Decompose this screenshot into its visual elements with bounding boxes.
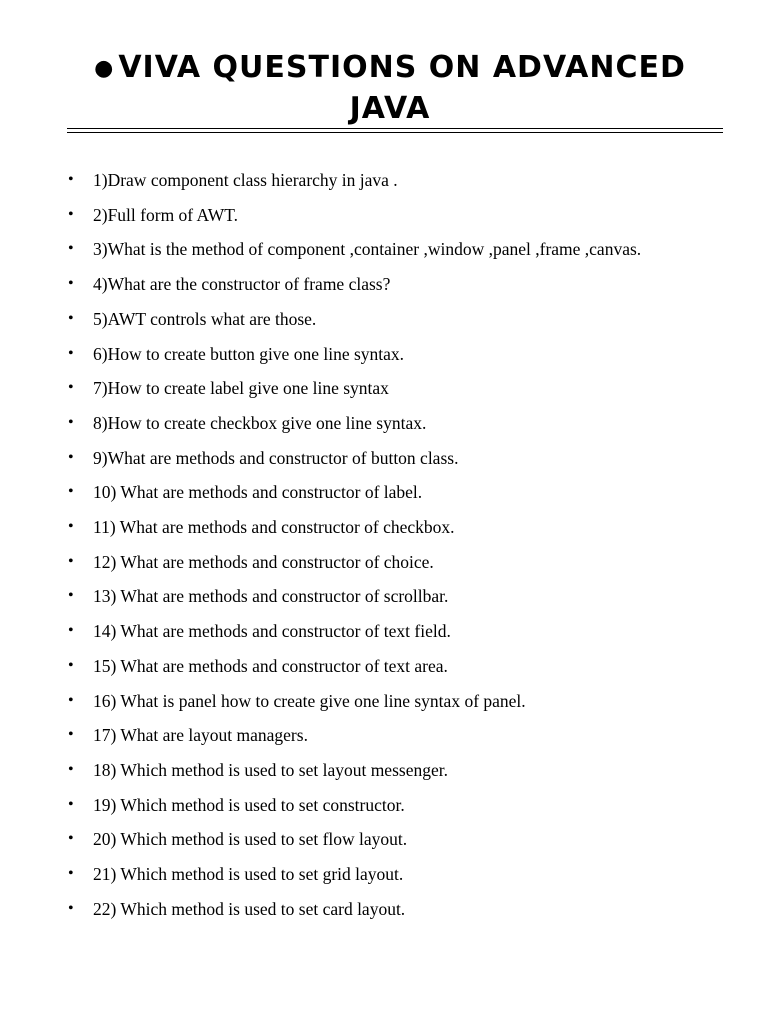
page-title	[60, 48, 720, 129]
bullet-icon: •	[68, 240, 74, 258]
question-item	[68, 302, 721, 337]
question-text: 10) What are methods and constructor of label.	[93, 482, 423, 503]
question-item	[68, 857, 721, 892]
question-text: 16) What is panel how to create give one line syntax of panel.	[93, 690, 526, 711]
bullet-icon: •	[68, 413, 74, 431]
question-item	[68, 753, 721, 788]
bullet-icon: •	[68, 344, 74, 362]
question-text: 12) What are methods and constructor of choice.	[93, 551, 434, 572]
question-item	[68, 198, 721, 233]
bullet-icon: •	[68, 656, 74, 674]
question-text: 21) Which method is used to set grid layout.	[93, 864, 404, 885]
question-text: 20) Which method is used to set flow layout.	[93, 829, 408, 850]
question-text: 15) What are methods and constructor of text area.	[93, 655, 448, 676]
bullet-icon: •	[68, 379, 74, 397]
bullet-icon: •	[68, 518, 74, 536]
question-text: 19) Which method is used to set constructor.	[93, 794, 405, 815]
question-item	[68, 892, 721, 927]
bullet-icon: •	[68, 552, 74, 570]
question-list	[68, 163, 721, 926]
bullet-icon: •	[68, 587, 74, 605]
bullet-icon: •	[68, 448, 74, 466]
bullet-icon: •	[68, 483, 74, 501]
question-text: 18) Which method is used to set layout messenger.	[93, 759, 448, 780]
bullet-icon: •	[68, 760, 74, 778]
title-divider-bottom	[67, 132, 723, 133]
bullet-icon: •	[68, 691, 74, 709]
question-text: 8)How to create checkbox give one line syntax.	[93, 412, 427, 433]
question-text: 7)How to create label give one line syntax	[93, 378, 389, 399]
bullet-icon: •	[68, 726, 74, 744]
question-item	[68, 475, 721, 510]
question-item	[68, 510, 721, 545]
title-line-2: JAVA	[349, 90, 431, 126]
question-text: 1)Draw component class hierarchy in java .	[93, 170, 398, 190]
question-text: 5)AWT controls what are those.	[93, 308, 317, 329]
question-text: 13) What are methods and constructor of scrollbar.	[93, 586, 449, 607]
question-item	[68, 371, 721, 406]
question-item	[68, 441, 721, 476]
title-line-1	[60, 48, 720, 89]
question-text: 4)What are the constructor of frame class?	[93, 274, 391, 295]
title-bullet-icon: ●	[94, 55, 115, 81]
question-text: 11) What are methods and constructor of checkbox.	[93, 517, 455, 538]
question-item	[68, 163, 721, 198]
bullet-icon: •	[68, 205, 74, 223]
question-item	[68, 684, 721, 719]
question-item	[68, 718, 721, 753]
title-text-1: VIVA QUESTIONS ON ADVANCED	[118, 50, 686, 85]
bullet-icon: •	[68, 171, 74, 188]
question-item	[68, 822, 721, 857]
question-text: 2)Full form of AWT.	[93, 204, 239, 225]
question-item	[68, 406, 721, 441]
question-item	[68, 579, 721, 614]
question-item	[68, 545, 721, 580]
bullet-icon: •	[68, 795, 74, 813]
bullet-icon: •	[68, 275, 74, 293]
question-item	[68, 337, 721, 372]
question-item	[68, 267, 721, 302]
question-text: 6)How to create button give one line syntax.	[93, 343, 405, 364]
question-text: 14) What are methods and constructor of text field.	[93, 621, 451, 642]
question-text: 9)What are methods and constructor of button class.	[93, 447, 459, 468]
question-text: 22) Which method is used to set card layout.	[93, 898, 406, 919]
question-item	[68, 232, 721, 267]
bullet-icon: •	[68, 622, 74, 640]
question-text: 17) What are layout managers.	[93, 725, 308, 746]
question-text: 3)What is the method of component ,container ,window ,panel ,frame ,canvas.	[93, 239, 642, 260]
question-item	[68, 649, 721, 684]
bullet-icon: •	[68, 830, 74, 848]
title-divider-top	[67, 128, 723, 129]
bullet-icon: •	[68, 309, 74, 327]
question-item	[68, 614, 721, 649]
question-item	[68, 788, 721, 823]
bullet-icon: •	[68, 865, 74, 883]
bullet-icon: •	[68, 899, 74, 917]
